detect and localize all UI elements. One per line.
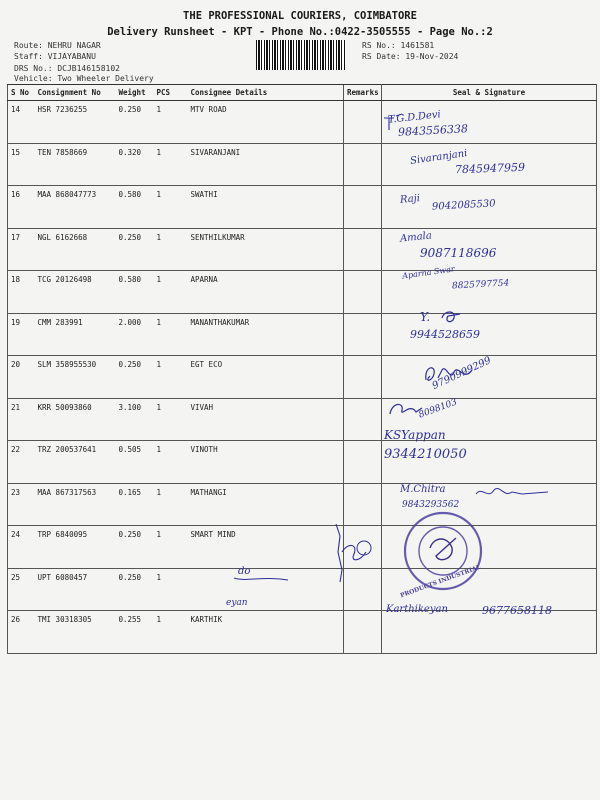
cell-weight: 0.250 — [116, 101, 154, 144]
handwritten-phone: 9677658118 — [482, 604, 552, 617]
cell-weight: 0.505 — [116, 441, 154, 484]
cell-sno: 18 — [8, 271, 35, 314]
runsheet-subtitle: Delivery Runsheet - KPT - Phone No.:0422-3505555 - Page No.:2 — [107, 26, 493, 38]
cell-weight: 0.580 — [116, 271, 154, 314]
cell-remarks — [344, 313, 382, 356]
table-row — [8, 186, 597, 229]
signature-scribble — [386, 398, 426, 422]
cell-consignee: VINOTH — [188, 441, 344, 484]
cell-weight: 0.250 — [116, 228, 154, 271]
col-seal: Seal & Signature — [382, 85, 597, 101]
cell-consignment: TEN 7858669 — [35, 143, 116, 186]
cell-sno: 19 — [8, 313, 35, 356]
cell-consignee: MANANTHAKUMAR — [188, 313, 344, 356]
handwritten-name: M.Chitra — [400, 484, 446, 495]
cell-consignee: APARNA — [188, 271, 344, 314]
cell-consignee: KARTHIK — [188, 611, 344, 654]
cell-sno: 25 — [8, 568, 35, 611]
handwritten-phone: 9042085530 — [431, 198, 496, 213]
vehicle-label: Vehicle: Two Wheeler Delivery — [14, 74, 154, 83]
handwritten-phone: 9843556338 — [397, 122, 469, 139]
handwritten-phone: 9790999299 — [430, 355, 493, 392]
cell-consignee: MTV ROAD — [188, 101, 344, 144]
route-label: Route: NEHRU NAGAR — [14, 41, 101, 50]
cell-pcs: 1 — [154, 186, 188, 229]
cell-pcs: 1 — [154, 143, 188, 186]
cell-pcs: 1 — [154, 313, 188, 356]
handwritten-consignee-suffix: eyan — [226, 598, 248, 608]
cell-pcs: 1 — [154, 356, 188, 399]
cell-weight: 0.580 — [116, 186, 154, 229]
cell-weight: 0.250 — [116, 526, 154, 569]
cell-pcs: 1 — [154, 398, 188, 441]
cell-consignment: MAA 867317563 — [35, 483, 116, 526]
table-row — [8, 356, 597, 399]
cell-consignment: KRR 50093860 — [35, 398, 116, 441]
signature-scribble — [420, 360, 490, 388]
col-remarks: Remarks — [344, 85, 382, 101]
table-header-row — [8, 85, 597, 101]
handwritten-name: Sivaranjani — [409, 148, 469, 167]
table-row — [8, 526, 597, 569]
handwritten-name: Amala — [399, 230, 433, 245]
table-row — [8, 101, 597, 144]
cell-weight: 0.250 — [116, 356, 154, 399]
cell-pcs: 1 — [154, 441, 188, 484]
cell-sno: 21 — [8, 398, 35, 441]
ditto-line — [232, 574, 292, 584]
handwritten-phone: 8098103 — [417, 397, 459, 421]
cell-sno: 20 — [8, 356, 35, 399]
stamp-text: PRODUCTS INDUSTRIAL — [399, 563, 482, 600]
cell-consignee: VIVAH — [188, 398, 344, 441]
cell-sno: 14 — [8, 101, 35, 144]
handwritten-name: Aparna Swar — [401, 264, 456, 281]
cell-pcs: 1 — [154, 101, 188, 144]
handwritten-phone: 9843293562 — [402, 500, 460, 510]
cell-weight: 0.255 — [116, 611, 154, 654]
cell-pcs: 1 — [154, 568, 188, 611]
cell-remarks — [344, 611, 382, 654]
cell-consignee: EGT ECO — [188, 356, 344, 399]
cell-remarks — [344, 186, 382, 229]
handwritten-name: Raji — [399, 193, 421, 206]
table-row — [8, 228, 597, 271]
cell-sno: 16 — [8, 186, 35, 229]
cell-pcs: 1 — [154, 271, 188, 314]
cell-weight: 2.000 — [116, 313, 154, 356]
table-row — [8, 313, 597, 356]
cell-consignee: SMART MIND — [188, 526, 344, 569]
cell-remarks — [344, 356, 382, 399]
cell-pcs: 1 — [154, 526, 188, 569]
cell-sno: 22 — [8, 441, 35, 484]
cell-sno: 26 — [8, 611, 35, 654]
cell-remarks — [344, 483, 382, 526]
cell-consignee: SENTHILKUMAR — [188, 228, 344, 271]
cell-pcs: 1 — [154, 611, 188, 654]
cell-consignment: TMI 30318305 — [35, 611, 116, 654]
cell-remarks — [344, 228, 382, 271]
handwritten-name: Karthikeyan — [386, 604, 448, 615]
table-row — [8, 441, 597, 484]
cell-consignment: MAA 868047773 — [35, 186, 116, 229]
signature-scribble — [472, 482, 552, 502]
handwritten-name: Y. — [420, 310, 431, 324]
barcode-image — [256, 40, 346, 70]
col-consignment: Consignment No — [35, 85, 116, 101]
cell-consignment: UPT 6080457 — [35, 568, 116, 611]
cell-consignment: TRZ 200537641 — [35, 441, 116, 484]
cell-consignment: TCG 20126498 — [35, 271, 116, 314]
signature-scribble — [380, 110, 420, 134]
cell-consignment: NGL 6162668 — [35, 228, 116, 271]
cell-consignee: SIVARANJANI — [188, 143, 344, 186]
handwritten-name: T.G.D.Devi — [387, 109, 442, 126]
cell-sno: 15 — [8, 143, 35, 186]
handwritten-phone: 9944528659 — [410, 328, 480, 341]
handwritten-phone: 7845947959 — [454, 160, 526, 177]
col-pcs: PCS — [154, 85, 188, 101]
cell-consignee: SWATHI — [188, 186, 344, 229]
cell-weight: 0.250 — [116, 568, 154, 611]
cell-consignee: MATHANGI — [188, 483, 344, 526]
handwritten-name: KSYappan — [384, 428, 446, 442]
cell-remarks — [344, 143, 382, 186]
cell-consignment: TRP 6840095 — [35, 526, 116, 569]
cell-weight: 3.100 — [116, 398, 154, 441]
table-row — [8, 271, 597, 314]
cell-remarks — [344, 441, 382, 484]
remarks-scribble — [330, 522, 376, 586]
cell-pcs: 1 — [154, 483, 188, 526]
cell-weight: 0.320 — [116, 143, 154, 186]
rs-number: RS No.: 1461581 — [362, 41, 435, 50]
rs-date: RS Date: 19-Nov-2024 — [362, 52, 459, 61]
handwritten-phone: 8825797754 — [451, 278, 510, 292]
cell-remarks — [344, 271, 382, 314]
handwritten-phone: 9344210050 — [384, 447, 467, 462]
company-title: THE PROFESSIONAL COURIERS, COIMBATORE — [183, 10, 417, 22]
cell-remarks — [344, 398, 382, 441]
handwritten-ditto: do — [238, 566, 251, 577]
cell-consignment: SLM 358955530 — [35, 356, 116, 399]
drs-number: DRS No.: DCJB146158102 — [14, 64, 120, 73]
signature-scribble — [438, 308, 468, 326]
table-row — [8, 398, 597, 441]
cell-pcs: 1 — [154, 228, 188, 271]
staff-label: Staff: VIJAYABANU — [14, 52, 96, 61]
cell-remarks — [344, 101, 382, 144]
col-sno: S No — [8, 85, 35, 101]
cell-weight: 0.165 — [116, 483, 154, 526]
cell-sno: 17 — [8, 228, 35, 271]
col-weight: Weight — [116, 85, 154, 101]
cell-consignment: CMM 283991 — [35, 313, 116, 356]
cell-consignment: HSR 7236255 — [35, 101, 116, 144]
cell-sno: 23 — [8, 483, 35, 526]
cell-sno: 24 — [8, 526, 35, 569]
col-consignee: Consignee Details — [188, 85, 344, 101]
handwritten-phone: 9087118696 — [420, 246, 497, 260]
